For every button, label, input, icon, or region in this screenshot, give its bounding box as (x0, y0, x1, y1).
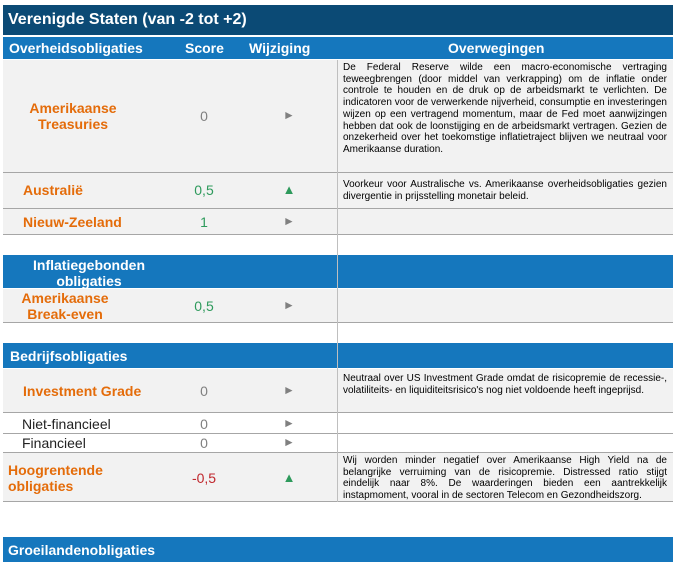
up-arrow-icon: ▲ (282, 470, 296, 485)
right-arrow-icon: ► (283, 298, 295, 312)
column-header-change: Wijziging (249, 40, 311, 56)
row-score: 0 (200, 383, 208, 399)
row-name: Amerikaanse Treasuries (29, 100, 117, 132)
row-score: 0,5 (194, 182, 214, 198)
row-score: -0,5 (191, 470, 217, 486)
column-header-category: Overheidsobligaties (9, 40, 143, 56)
up-arrow-icon: ▲ (282, 182, 296, 197)
row-score: 0 (200, 108, 208, 124)
table-title: Verenigde Staten (van -2 tot +2) (3, 5, 673, 35)
right-arrow-icon: ► (283, 214, 295, 228)
row-considerations: De Federal Reserve wilde een macro-economische vertraging teweegbrengen (door middel van verkrapping) om de inflatie onder controle te houden en de druk op de arbeidsmarkt te verlichten. De indicatoren voor de verwerkende nijverheid, consumptie en investeringen wijzen op een vertragend momentum, maar de Fed moet aanwijzingen hebben dat ook de loonstijging en de arbeidsmarkt vertragen. Gezien de onzekerheid over het toekomstige inflatietraject blijven we neutraal voor Amerikaanse duration. (343, 62, 667, 155)
section-title: Inflatiegebonden obligaties (33, 257, 145, 289)
row-name: Niet-financieel (22, 416, 111, 432)
row-score: 0 (200, 435, 208, 451)
right-arrow-icon: ► (283, 416, 295, 430)
column-header-row (3, 37, 673, 59)
row-name: Australië (23, 182, 83, 198)
row-name: Investment Grade (23, 383, 142, 399)
right-arrow-icon: ► (283, 108, 295, 122)
row-considerations: Voorkeur voor Australische vs. Amerikaanse overheidsobligaties gezien divergentie in prijsstelling monetair beleid. (343, 179, 667, 202)
right-arrow-icon: ► (283, 383, 295, 397)
row-name: Hoogrentende obligaties (8, 462, 103, 494)
row-score: 0,5 (194, 298, 214, 314)
column-header-score: Score (185, 40, 224, 56)
section-title: Groeilandenobligaties (8, 542, 156, 558)
row-score: 0 (200, 416, 208, 432)
right-arrow-icon: ► (283, 435, 295, 449)
row-considerations: Neutraal over US Investment Grade omdat de risicopremie de recessie-, volatiliteits- en liquiditeitsrisico's nog niet voldoende heeft ingeprijsd. (343, 373, 667, 396)
row-name: Financieel (22, 435, 86, 451)
row-name: Amerikaanse Break-even (21, 290, 109, 322)
table-row (3, 434, 673, 452)
row-score: 1 (200, 214, 208, 230)
row-name: Nieuw-Zeeland (23, 214, 122, 230)
column-header-considerations: Overwegingen (448, 40, 545, 56)
row-considerations: Wij worden minder negatief over Amerikaanse High Yield na de belangrijke verruiming van de risicopremie. Distressed ratio stijgt eindelijk naar 8%. De waarderingen bieden een aantrekkelijk instapmoment, vooral in de sectoren Telecom en Gezondheidszorg. (343, 455, 667, 502)
section-title: Bedrijfsobligaties (10, 348, 128, 364)
